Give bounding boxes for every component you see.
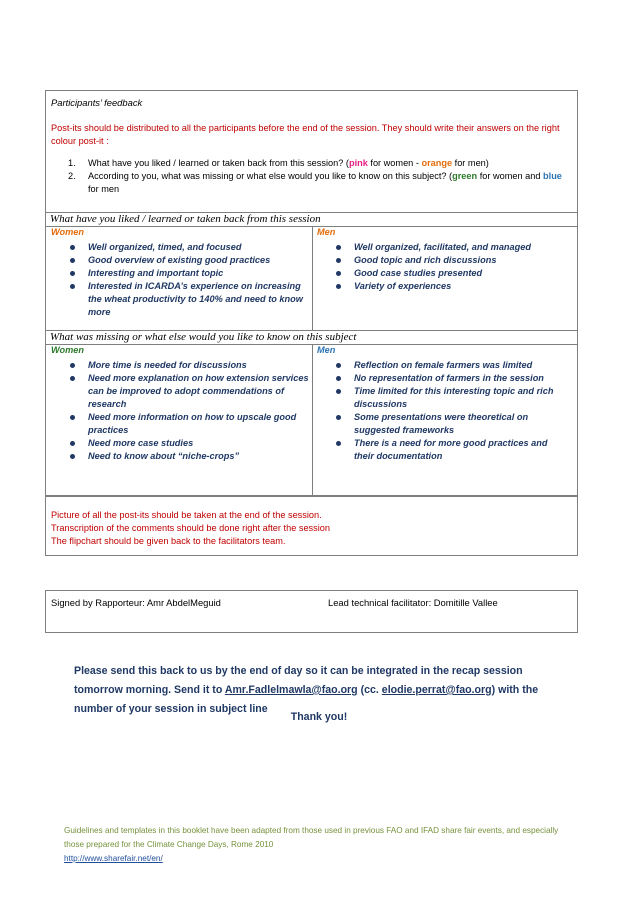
liked-women-label: Women xyxy=(51,227,85,237)
missing-heading: What was missing or what else would you like to know on this subject xyxy=(50,331,357,343)
column-divider xyxy=(312,226,313,330)
feedback-table xyxy=(45,90,578,496)
question-1: 1. What have you liked / learned or taken back from this session? (pink for women - orange for men) xyxy=(68,158,489,168)
note-lines: Picture of all the post-its should be taken at the end of the session. Transcription of the comments should be done right after the session The flipchart should be given back to the facilitators team. xyxy=(51,510,331,546)
missing-men-list xyxy=(334,359,569,463)
facilitator-signature: Lead technical facilitator: Domitille Vallee xyxy=(328,597,498,608)
list-item: More time is needed for discussions xyxy=(68,359,310,372)
list-item: Time limited for this interesting topic and rich discussions xyxy=(334,385,569,411)
list-item: Variety of experiences xyxy=(334,280,569,293)
question-2: 2. According to you, what was missing or what else would you like to know on this subject? (green for women and blue for men xyxy=(68,171,562,194)
list-item: Interesting and important topic xyxy=(68,267,310,280)
list-item: Well organized, facilitated, and managed xyxy=(334,241,569,254)
orange-label: orange xyxy=(421,158,453,168)
instructions-note xyxy=(45,496,578,556)
blue-label: blue xyxy=(543,171,562,181)
send-instructions: Please send this back to us by the end of day so it can be integrated in the recap session tomorrow morning. Send it to Amr.Fadlelmawla@fao.org (cc. elodie.perrat@fao.org) with the number of your session in subject line xyxy=(74,665,539,715)
list-item: Good overview of existing good practices xyxy=(68,254,310,267)
sharefair-link[interactable]: http://www.sharefair.net/en/ xyxy=(64,854,163,863)
thank-you: Thank you! xyxy=(290,711,348,723)
list-item: Some presentations were theoretical on suggested frameworks xyxy=(334,411,569,437)
feedback-title: Participants’ feedback xyxy=(51,97,143,108)
guidelines-footer xyxy=(64,824,564,866)
list-item: There is a need for more good practices and their documentation xyxy=(334,437,569,463)
list-item: Interested in ICARDA’s experience on increasing the wheat productivity to 140% and need to know more xyxy=(68,280,310,319)
guidelines-text: Guidelines and templates in this booklet have been adapted from those used in previous FAO and IFAD share fair events, and especially those prepared for the Climate Change Days, Rome 2010 xyxy=(64,826,559,849)
rapporteur-signature: Signed by Rapporteur: Amr AbdelMeguid xyxy=(51,597,221,608)
list-item: Need to know about “niche-crops” xyxy=(68,450,310,463)
list-item: Reflection on female farmers was limited xyxy=(334,359,569,372)
email-link-primary[interactable]: Amr.Fadlelmawla@fao.org xyxy=(224,684,358,696)
list-item: Need more explanation on how extension services can be improved to adopt commendations of research xyxy=(68,372,310,411)
green-label: green xyxy=(452,171,478,181)
feedback-instruction: Post-its should be distributed to all the participants before the end of the session. They should write their answers on the right colour post-it : xyxy=(51,123,560,146)
list-item: Need more case studies xyxy=(68,437,310,450)
question-list xyxy=(68,157,563,196)
liked-heading: What have you liked / learned or taken back from this session xyxy=(50,213,321,225)
list-item: Need more information on how to upscale good practices xyxy=(68,411,310,437)
list-item: Well organized, timed, and focused xyxy=(68,241,310,254)
liked-women-list xyxy=(68,241,310,319)
list-item: Good case studies presented xyxy=(334,267,569,280)
signature-box xyxy=(45,590,578,633)
missing-men-label: Men xyxy=(317,345,336,355)
email-link-cc[interactable]: elodie.perrat@fao.org xyxy=(381,684,492,696)
liked-men-label: Men xyxy=(317,227,336,237)
pink-label: pink xyxy=(348,158,368,168)
missing-women-label: Women xyxy=(51,345,85,355)
column-divider xyxy=(312,344,313,496)
missing-women-list xyxy=(68,359,310,463)
list-item: Good topic and rich discussions xyxy=(334,254,569,267)
liked-men-list xyxy=(334,241,569,293)
list-item: No representation of farmers in the session xyxy=(334,372,569,385)
